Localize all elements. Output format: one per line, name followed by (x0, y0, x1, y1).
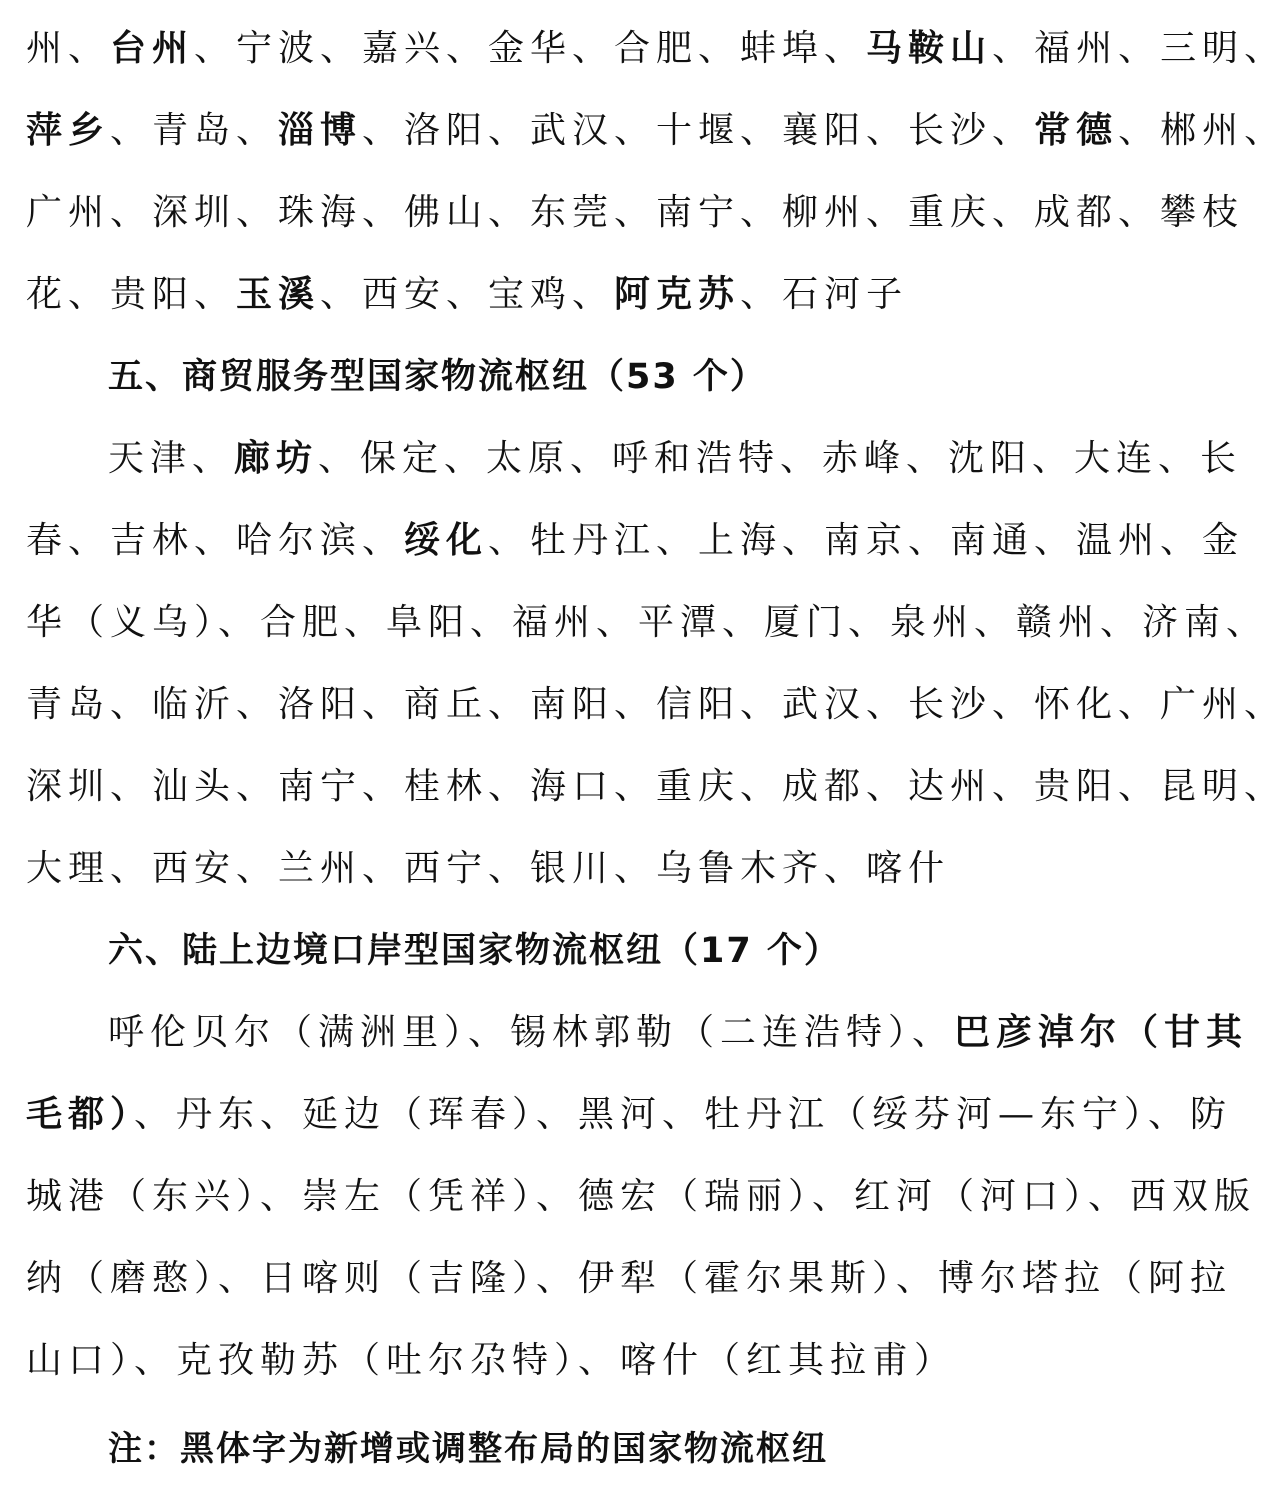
text-line (26, 1320, 1223, 1402)
bold-city: 阿克苏 (614, 274, 741, 315)
bold-city: 台州 (110, 28, 195, 69)
text-run: 、丹东、延边（珲春）、黑河、牡丹江（绥芬河—东宁）、防 (134, 1094, 1233, 1135)
bold-city: 淄博 (278, 110, 363, 151)
section5-heading: 五、商贸服务型国家物流枢纽（53 个） (108, 357, 767, 397)
text-run: 、保定、太原、呼和浩特、赤峰、沈阳、大连、长 (318, 438, 1243, 479)
bold-city: 玉溪 (236, 274, 321, 315)
text-run: 纳（磨憨）、日喀则（吉隆）、伊犁（霍尔果斯）、博尔塔拉（阿拉 (26, 1258, 1233, 1299)
text-line (26, 582, 1269, 664)
text-run: 天津、 (108, 438, 235, 479)
text-run: 青岛、临沂、洛阳、商丘、南阳、信阳、武汉、长沙、怀化、广州、 (26, 684, 1286, 725)
text-run: 花、贵阳、 (26, 274, 237, 315)
text-run: 州、 (26, 28, 111, 69)
text-run: 、宁波、嘉兴、金华、合肥、蚌埠、 (194, 28, 867, 69)
text-run: 山口）、克孜勒苏（吐尔尕特）、喀什（红其拉甫） (26, 1340, 957, 1381)
text-line (26, 1156, 1257, 1238)
text-run: 呼伦贝尔（满洲里）、锡林郭勒（二连浩特）、 (108, 1012, 955, 1053)
bold-city: 毛都） (26, 1094, 135, 1135)
bold-city: 廊坊 (234, 438, 319, 479)
section5-city-list (26, 418, 1286, 910)
section4-city-list (26, 8, 1286, 336)
text-line (26, 1238, 1233, 1320)
text-line (26, 746, 1286, 828)
text-line (26, 8, 1286, 90)
text-run: 城港（东兴）、崇左（凭祥）、德宏（瑞丽）、红河（河口）、西双版 (26, 1176, 1257, 1217)
text-line (26, 500, 1245, 582)
text-line (26, 418, 1243, 500)
text-run: 春、吉林、哈尔滨、 (26, 520, 405, 561)
text-line (26, 664, 1286, 746)
text-run: 大理、西安、兰州、西宁、银川、乌鲁木齐、喀什 (26, 848, 951, 889)
bold-city: 马鞍山 (866, 28, 993, 69)
text-line (26, 254, 1223, 336)
text-line (26, 90, 1286, 172)
text-run: 华（义乌）、合肥、阜阳、福州、平潭、厦门、泉州、赣州、济南、 (26, 602, 1269, 643)
text-run: 广州、深圳、珠海、佛山、东莞、南宁、柳州、重庆、成都、攀枝 (26, 192, 1245, 233)
section6-heading: 六、陆上边境口岸型国家物流枢纽（17 个） (108, 931, 841, 971)
text-line (26, 172, 1245, 254)
text-run: 、洛阳、武汉、十堰、襄阳、长沙、 (362, 110, 1035, 151)
bold-city: 萍乡 (26, 110, 111, 151)
text-run: 、福州、三明、 (992, 28, 1286, 69)
text-run: 、西安、宝鸡、 (320, 274, 615, 315)
text-run: 、郴州、 (1118, 110, 1286, 151)
bold-city: 常德 (1034, 110, 1119, 151)
bold-city: 巴彦淖尔（甘其 (954, 1012, 1249, 1053)
text-run: 深圳、汕头、南宁、桂林、海口、重庆、成都、达州、贵阳、昆明、 (26, 766, 1286, 807)
text-line (26, 828, 1223, 910)
bold-city: 绥化 (404, 520, 489, 561)
footnote: 注：黑体字为新增或调整布局的国家物流枢纽 (108, 1429, 828, 1469)
section6-city-list (26, 992, 1257, 1402)
text-run: 、青岛、 (110, 110, 279, 151)
text-line (26, 992, 1249, 1074)
text-run: 、牡丹江、上海、南京、南通、温州、金 (488, 520, 1245, 561)
text-line (26, 1074, 1233, 1156)
text-run: 、石河子 (740, 274, 909, 315)
